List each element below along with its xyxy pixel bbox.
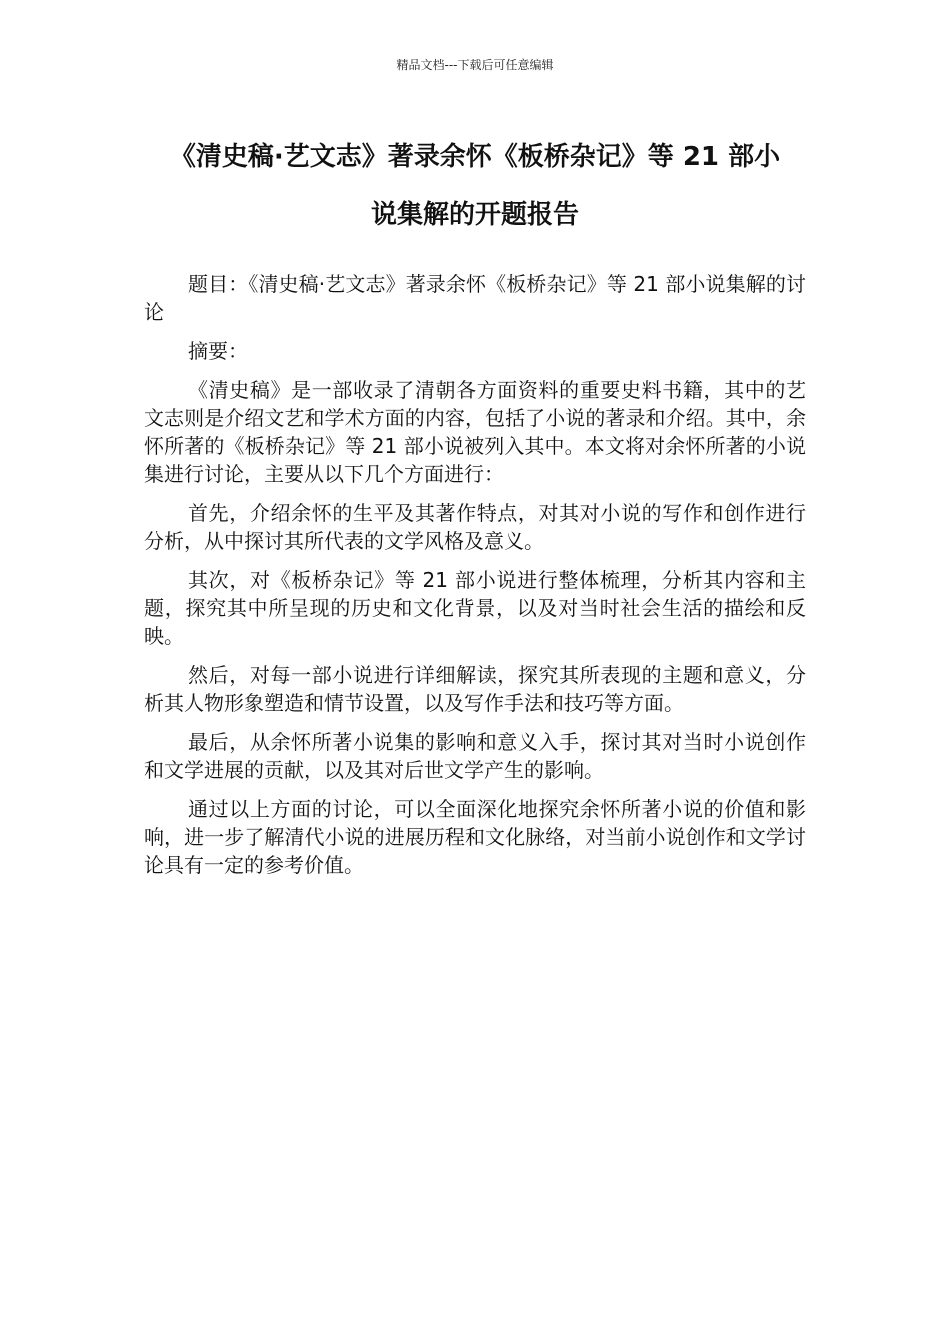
title-line-2: 说集解的开题报告 [370,200,579,230]
first-point-paragraph: 首先，介绍余怀的生平及其著作特点，对其对小说的写作和创作进行分析，从中探讨其所代表的文学风格及意义。 [144,501,806,553]
abstract-heading: 摘要： [188,339,248,363]
topic-paragraph: 题目：《清史稿·艺文志》著录余怀《板桥杂记》等 21 部小说集解的讨论 [144,272,806,324]
fourth-point-paragraph: 最后，从余怀所著小说集的影响和意义入手，探讨其对当时小说创作和文学进展的贡献，以及其对后世文学产生的影响。 [144,730,806,782]
third-point-paragraph: 然后，对每一部小说进行详细解读，探究其所表现的主题和意义，分析其人物形象塑造和情节设置，以及写作手法和技巧等方面。 [144,663,806,715]
page-header: 精品文档---下载后可任意编辑 [396,58,554,72]
document-title [140,128,810,244]
intro-paragraph: 《清史稿》是一部收录了清朝各方面资料的重要史料书籍，其中的艺文志则是介绍文艺和学术方面的内容，包括了小说的著录和介绍。其中，余怀所著的《板桥杂记》等 21 部小说被列入其中。本文将对余怀所著的小说集进行讨论，主要从以下几个方面进行： [144,378,806,486]
document-body [144,270,806,890]
title-line-1: 《清史稿·艺文志》著录余怀《板桥杂记》等 21 部小 [169,142,781,172]
second-point-paragraph: 其次，对《板桥杂记》等 21 部小说进行整体梳理，分析其内容和主题，探究其中所呈现的历史和文化背景，以及对当时社会生活的描绘和反映。 [144,568,806,648]
conclusion-paragraph: 通过以上方面的讨论，可以全面深化地探究余怀所著小说的价值和影响，进一步了解清代小说的进展历程和文化脉络，对当前小说创作和文学讨论具有一定的参考价值。 [144,797,806,877]
